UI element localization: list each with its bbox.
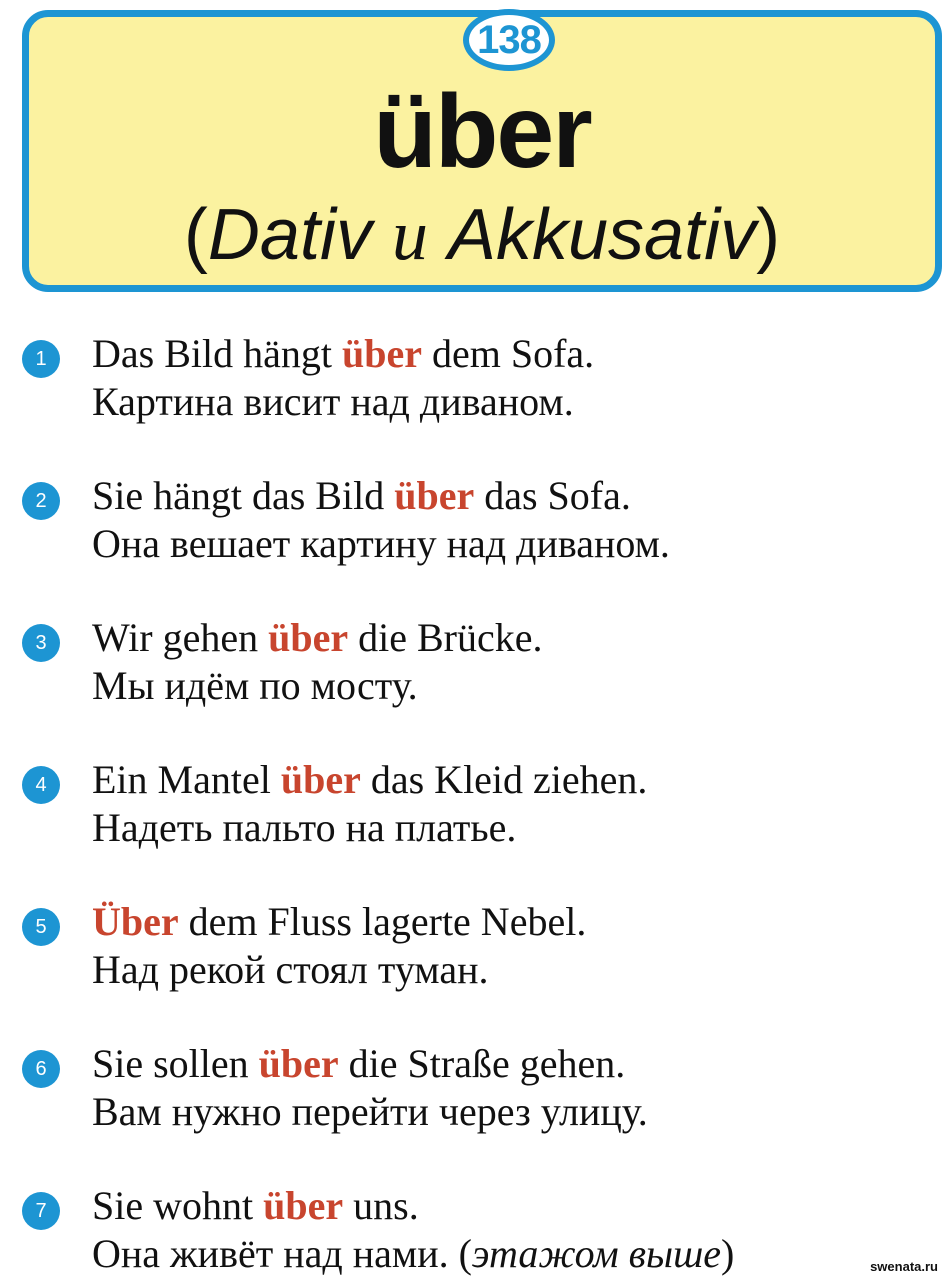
german-text-after: dem Sofa. <box>421 331 595 376</box>
german-text-after: dem Fluss lagerte Nebel. <box>178 899 587 944</box>
example-number-badge: 6 <box>22 1050 60 1088</box>
example-number-badge: 2 <box>22 482 60 520</box>
german-sentence <box>92 756 647 804</box>
example-item <box>0 1036 946 1146</box>
page-subtitle <box>29 193 935 277</box>
russian-translation <box>92 378 574 426</box>
example-item <box>0 752 946 862</box>
russian-translation <box>92 662 418 710</box>
german-sentence <box>92 472 631 520</box>
russian-translation <box>92 804 516 852</box>
russian-text: Картина висит над диваном. <box>92 379 574 424</box>
example-number-badge: 3 <box>22 624 60 662</box>
russian-translation <box>92 946 488 994</box>
german-sentence <box>92 614 542 662</box>
example-number-badge: 4 <box>22 766 60 804</box>
russian-text: Надеть пальто на платье. <box>92 805 517 850</box>
russian-text: Мы идём по мосту. <box>92 663 418 708</box>
subtitle-case-dativ: Dativ <box>207 195 372 275</box>
russian-translation <box>92 1088 648 1136</box>
header-card <box>22 10 942 292</box>
keyword-uber: über <box>341 331 422 376</box>
keyword-uber: über <box>394 473 475 518</box>
example-item <box>0 326 946 436</box>
example-number-badge: 5 <box>22 908 60 946</box>
keyword-uber: über <box>280 757 361 802</box>
german-sentence <box>92 1040 625 1088</box>
russian-text: Она вешает картину над диваном. <box>92 521 670 566</box>
russian-text: Вам нужно перейти через улицу. <box>92 1089 648 1134</box>
russian-text: Она живёт над нами. ( <box>92 1231 472 1276</box>
german-sentence <box>92 330 594 378</box>
watermark: swenata.ru <box>870 1259 938 1274</box>
keyword-uber: über <box>263 1183 344 1228</box>
german-text-before: Sie hängt das Bild <box>92 473 395 518</box>
keyword-uber: über <box>258 1041 339 1086</box>
german-text-after: die Straße gehen. <box>338 1041 626 1086</box>
russian-note: этажом выше <box>471 1231 722 1276</box>
keyword-uber: über <box>268 615 349 660</box>
russian-text-end: ) <box>721 1231 735 1276</box>
subtitle-conjunction: и <box>391 195 428 275</box>
german-text-before: Ein Mantel <box>92 757 281 802</box>
german-text-after: das Sofa. <box>474 473 631 518</box>
german-text-after: uns. <box>343 1183 419 1228</box>
page-number-badge: 138 <box>463 9 555 71</box>
german-text-after: das Kleid ziehen. <box>360 757 648 802</box>
german-sentence <box>92 898 586 946</box>
german-text-before: Sie wohnt <box>92 1183 264 1228</box>
example-item <box>0 894 946 1004</box>
example-item <box>0 468 946 578</box>
subtitle-case-akkusativ: Akkusativ <box>447 195 757 275</box>
russian-translation <box>92 520 670 568</box>
german-text-before: Sie sollen <box>92 1041 259 1086</box>
russian-text: Над рекой стоял туман. <box>92 947 489 992</box>
example-number-badge: 1 <box>22 340 60 378</box>
example-item <box>0 1178 946 1288</box>
german-text-after: die Brücke. <box>348 615 543 660</box>
subtitle-open-paren: ( <box>183 195 208 275</box>
german-sentence <box>92 1182 419 1230</box>
page-title: über <box>373 74 591 190</box>
keyword-uber: Über <box>92 899 179 944</box>
example-number-badge: 7 <box>22 1192 60 1230</box>
german-text-before: Das Bild hängt <box>92 331 342 376</box>
german-text-before: Wir gehen <box>92 615 269 660</box>
russian-translation <box>92 1230 734 1278</box>
subtitle-close-paren: ) <box>756 195 781 275</box>
example-item <box>0 610 946 720</box>
